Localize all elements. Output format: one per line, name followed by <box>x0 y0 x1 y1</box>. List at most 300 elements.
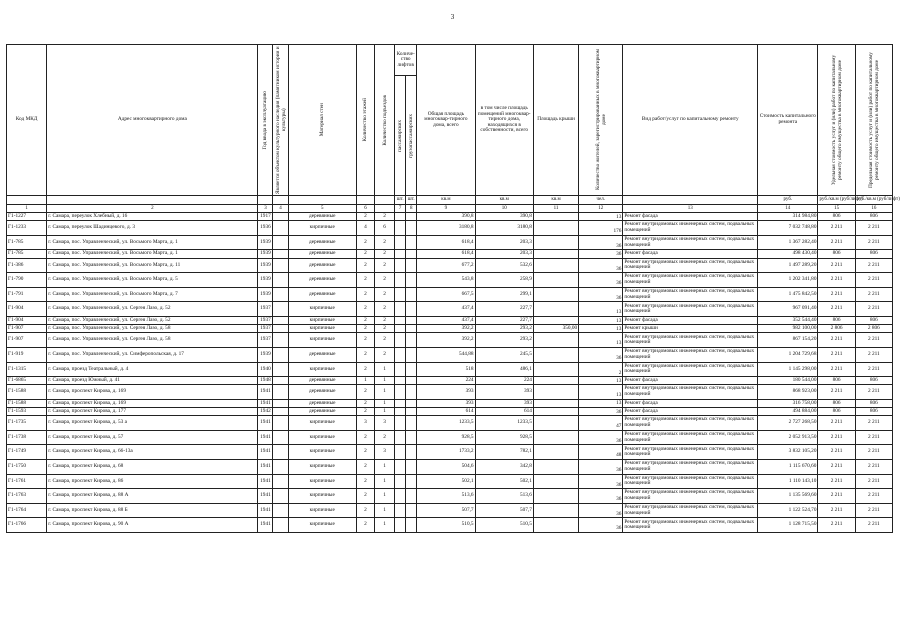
header-passenger: пассажирских <box>397 119 404 152</box>
cell-code: Г1-1593 <box>7 408 47 416</box>
cell-code: Г1-1763 <box>7 489 47 504</box>
table-row <box>7 489 893 504</box>
column-number-cell: 10 <box>475 205 533 213</box>
cell-roof-area <box>533 287 578 302</box>
cell-year: 1939 <box>258 258 273 273</box>
cell-address: г. Самара, проспект Кирова, д. 68 <box>47 460 258 475</box>
cell-passenger-elevators <box>395 325 406 333</box>
cell-heritage <box>273 235 288 250</box>
cell-heritage <box>273 445 288 460</box>
cell-freight-elevators <box>406 250 417 258</box>
cell-specific-cost: 2 211 <box>818 235 855 250</box>
cell-roof-area <box>533 474 578 489</box>
cell-specific-cost: 2 211 <box>818 273 855 288</box>
cell-freight-elevators <box>406 489 417 504</box>
cell-address: г. Самара, пос. Управленческий, ул. Сергея Лазо, д. 58 <box>47 325 258 333</box>
cell-address: г. Самара, пос. Управленческий, ул. Восьмого Марта, д. 1 <box>47 235 258 250</box>
cell-repair-cost: 498 430,40 <box>758 250 818 258</box>
cell-total-area: 618,4 <box>417 235 475 250</box>
cell-heritage <box>273 250 288 258</box>
cell-heritage <box>273 362 288 377</box>
cell-residents: 36 <box>579 250 623 258</box>
cell-max-cost: 806 <box>855 399 892 407</box>
cell-residents: 36 <box>579 430 623 445</box>
cell-freight-elevators <box>406 385 417 400</box>
column-number-cell: 12 <box>579 205 623 213</box>
cell-floors: 2 <box>356 273 374 288</box>
cell-roof-area <box>533 489 578 504</box>
cell-heritage <box>273 377 288 385</box>
cell-entrances: 3 <box>375 416 395 431</box>
cell-specific-cost: 806 <box>818 316 855 324</box>
cell-work-type: Ремонт внутридомовых инженерных систем, подвальных помещений <box>623 333 758 348</box>
column-number-cell: 8 <box>406 205 417 213</box>
cell-wall-material: кирпичные <box>288 445 356 460</box>
cell-total-area: 437,4 <box>417 302 475 317</box>
cell-freight-elevators <box>406 503 417 518</box>
cell-freight-elevators <box>406 316 417 324</box>
cell-roof-area <box>533 316 578 324</box>
cell-passenger-elevators <box>395 408 406 416</box>
cell-max-cost: 2 211 <box>855 385 892 400</box>
cell-year: 1941 <box>258 518 273 533</box>
cell-code: Г1-1588 <box>7 385 47 400</box>
cell-floors: 2 <box>356 430 374 445</box>
cell-address: г. Самара, пос. Управленческий, ул. Симферопольская, д. 17 <box>47 347 258 362</box>
cell-address: г. Самара, пос. Управленческий, ул. Сергея Лазо, д. 58 <box>47 333 258 348</box>
cell-specific-cost: 806 <box>818 250 855 258</box>
cell-repair-cost: 1 135 569,60 <box>758 489 818 504</box>
cell-heritage <box>273 273 288 288</box>
cell-code: Г1-785 <box>7 235 47 250</box>
cell-specific-cost: 2 211 <box>818 221 855 236</box>
cell-roof-area <box>533 221 578 236</box>
cell-residents: 13 <box>579 385 623 400</box>
cell-entrances: 3 <box>375 445 395 460</box>
cell-max-cost: 2 211 <box>855 287 892 302</box>
cell-roof-area <box>533 347 578 362</box>
cell-entrances: 2 <box>375 347 395 362</box>
cell-heritage <box>273 302 288 317</box>
cell-repair-cost: 180 544,00 <box>758 377 818 385</box>
cell-address: г. Самара, пос. Управленческий, ул. Восьмого Марта, д. 1 <box>47 250 258 258</box>
cell-roof-area <box>533 518 578 533</box>
cell-code: Г1-1766 <box>7 518 47 533</box>
cell-total-area: 392,2 <box>417 325 475 333</box>
cell-specific-cost: 2 211 <box>818 385 855 400</box>
cell-floors: 2 <box>356 408 374 416</box>
cell-freight-elevators <box>406 408 417 416</box>
cell-code: Г1-1315 <box>7 362 47 377</box>
cell-wall-material: кирпичные <box>288 430 356 445</box>
cell-freight-elevators <box>406 325 417 333</box>
cell-passenger-elevators <box>395 235 406 250</box>
cell-premises-area: 1233,5 <box>475 416 533 431</box>
cell-specific-cost: 2 211 <box>818 518 855 533</box>
cell-address: г. Самара, пос. Управленческий, ул. Восьмого Марта, д. 11 <box>47 258 258 273</box>
cell-repair-cost: 352 544,40 <box>758 316 818 324</box>
cell-roof-area <box>533 416 578 431</box>
column-numbers-row <box>7 205 893 213</box>
cell-specific-cost: 2 211 <box>818 333 855 348</box>
cell-year: 1941 <box>258 445 273 460</box>
table-row <box>7 408 893 416</box>
cell-repair-cost: 1 204 729,68 <box>758 347 818 362</box>
table-row <box>7 416 893 431</box>
unit-cell <box>356 196 374 205</box>
capital-repair-table <box>6 44 900 533</box>
cell-year: 1939 <box>258 235 273 250</box>
cell-total-area: 507,7 <box>417 503 475 518</box>
cell-address: г. Самара, проспект Кирова, д. 66-13а <box>47 445 258 460</box>
cell-wall-material: деревянные <box>288 213 356 221</box>
cell-repair-cost: 1 110 143,10 <box>758 474 818 489</box>
table-body <box>7 213 893 533</box>
cell-residents: 176 <box>579 221 623 236</box>
cell-heritage <box>273 287 288 302</box>
cell-year: 1939 <box>258 250 273 258</box>
cell-repair-cost: 314 984,80 <box>758 213 818 221</box>
cell-entrances: 1 <box>375 489 395 504</box>
table-row <box>7 445 893 460</box>
column-number-cell: 3 <box>258 205 273 213</box>
cell-passenger-elevators <box>395 221 406 236</box>
unit-cell: руб. <box>758 196 818 205</box>
column-number-cell: 5 <box>288 205 356 213</box>
cell-specific-cost: 2 211 <box>818 460 855 475</box>
cell-passenger-elevators <box>395 287 406 302</box>
cell-freight-elevators <box>406 474 417 489</box>
cell-passenger-elevators <box>395 362 406 377</box>
cell-heritage <box>273 316 288 324</box>
cell-roof-area <box>533 333 578 348</box>
cell-entrances: 1 <box>375 377 395 385</box>
cell-premises-area: 393 <box>475 399 533 407</box>
cell-wall-material: кирпичные <box>288 460 356 475</box>
cell-entrances: 2 <box>375 333 395 348</box>
table-row <box>7 474 893 489</box>
cell-year: 1936 <box>258 221 273 236</box>
table-row <box>7 347 893 362</box>
cell-premises-area: 342,8 <box>475 460 533 475</box>
cell-work-type: Ремонт внутридомовых инженерных систем, подвальных помещений <box>623 347 758 362</box>
cell-code: Г1-790 <box>7 273 47 288</box>
cell-year: 1937 <box>258 316 273 324</box>
header-wall-material: Материал стен <box>319 103 326 137</box>
cell-code: Г1-1738 <box>7 430 47 445</box>
cell-floors: 2 <box>356 250 374 258</box>
cell-roof-area <box>533 362 578 377</box>
table-row <box>7 399 893 407</box>
cell-floors: 2 <box>356 362 374 377</box>
cell-specific-cost: 806 <box>818 408 855 416</box>
cell-residents: 36 <box>579 518 623 533</box>
table-row <box>7 503 893 518</box>
unit-cell: кв.м <box>417 196 475 205</box>
cell-passenger-elevators <box>395 333 406 348</box>
header-year: Год ввода в эксплуатацию <box>262 90 269 150</box>
table-row <box>7 287 893 302</box>
column-number-cell: 11 <box>533 205 578 213</box>
cell-max-cost: 2 211 <box>855 273 892 288</box>
cell-residents: 36 <box>579 235 623 250</box>
cell-floors: 2 <box>356 445 374 460</box>
cell-heritage <box>273 399 288 407</box>
cell-residents: 48 <box>579 445 623 460</box>
cell-code: Г1-919 <box>7 347 47 362</box>
cell-code: Г1-386 <box>7 258 47 273</box>
cell-roof-area <box>533 503 578 518</box>
cell-repair-cost: 1 145 298,00 <box>758 362 818 377</box>
cell-residents: 36 <box>579 474 623 489</box>
cell-wall-material: деревянные <box>288 377 356 385</box>
cell-address: г. Самара, проспект Кирова, д. 88 А <box>47 489 258 504</box>
cell-specific-cost: 2 211 <box>818 474 855 489</box>
cell-total-area: 677,2 <box>417 258 475 273</box>
cell-entrances: 1 <box>375 408 395 416</box>
cell-residents: 36 <box>579 460 623 475</box>
cell-max-cost: 2 211 <box>855 235 892 250</box>
cell-total-area: 437,4 <box>417 316 475 324</box>
column-number-cell: 6 <box>356 205 374 213</box>
cell-floors: 2 <box>356 347 374 362</box>
cell-roof-area <box>533 408 578 416</box>
cell-address: г. Самара, проезд Театральный, д. 4 <box>47 362 258 377</box>
cell-passenger-elevators <box>395 460 406 475</box>
cell-passenger-elevators <box>395 489 406 504</box>
cell-specific-cost: 2 211 <box>818 503 855 518</box>
cell-year: 1939 <box>258 273 273 288</box>
cell-address: г. Самара, проспект Кирова, д. 90 А <box>47 518 258 533</box>
cell-premises-area: 502,1 <box>475 474 533 489</box>
table-row <box>7 316 893 324</box>
cell-passenger-elevators <box>395 474 406 489</box>
cell-repair-cost: 967 091,40 <box>758 302 818 317</box>
cell-roof-area: 350,00 <box>533 325 578 333</box>
header-freight: грузопассажирских <box>408 113 415 158</box>
cell-repair-cost: 1 115 670,60 <box>758 460 818 475</box>
cell-total-area: 3180,8 <box>417 221 475 236</box>
cell-freight-elevators <box>406 416 417 431</box>
table-row <box>7 258 893 273</box>
cell-premises-area: 782,1 <box>475 445 533 460</box>
cell-code: Г1-1735 <box>7 416 47 431</box>
cell-code: Г1-1761 <box>7 474 47 489</box>
cell-premises-area: 486,1 <box>475 362 533 377</box>
column-number-cell: 14 <box>758 205 818 213</box>
cell-year: 1941 <box>258 416 273 431</box>
table-row <box>7 385 893 400</box>
cell-floors: 2 <box>356 503 374 518</box>
cell-residents: 13 <box>579 325 623 333</box>
cell-floors: 2 <box>356 460 374 475</box>
cell-code: Г1-904 <box>7 316 47 324</box>
cell-heritage <box>273 347 288 362</box>
header-repair-cost: Стоимость капитального ремонта <box>758 45 818 196</box>
table-row <box>7 362 893 377</box>
cell-floors: 2 <box>356 518 374 533</box>
cell-year: 1937 <box>258 302 273 317</box>
cell-entrances: 1 <box>375 362 395 377</box>
unit-cell <box>288 196 356 205</box>
cell-code: Г1-1588 <box>7 399 47 407</box>
cell-floors: 3 <box>356 416 374 431</box>
cell-code: Г1-1227 <box>7 213 47 221</box>
page-number: 3 <box>450 13 455 21</box>
cell-heritage <box>273 385 288 400</box>
cell-repair-cost: 7 032 748,80 <box>758 221 818 236</box>
cell-freight-elevators <box>406 518 417 533</box>
cell-freight-elevators <box>406 302 417 317</box>
cell-wall-material: кирпичные <box>288 474 356 489</box>
cell-total-area: 667,5 <box>417 287 475 302</box>
cell-wall-material: деревянные <box>288 258 356 273</box>
cell-total-area: 928,5 <box>417 430 475 445</box>
table-row <box>7 302 893 317</box>
cell-code: Г1-1233 <box>7 221 47 236</box>
cell-floors: 2 <box>356 333 374 348</box>
cell-residents: 36 <box>579 489 623 504</box>
cell-total-area: 502,1 <box>417 474 475 489</box>
unit-cell <box>375 196 395 205</box>
cell-wall-material: деревянные <box>288 347 356 362</box>
cell-total-area: 513,6 <box>417 489 475 504</box>
cell-total-area: 518 <box>417 362 475 377</box>
cell-year: 1941 <box>258 489 273 504</box>
cell-total-area: 504,6 <box>417 460 475 475</box>
cell-freight-elevators <box>406 399 417 407</box>
cell-wall-material: кирпичные <box>288 416 356 431</box>
cell-repair-cost: 982 100,00 <box>758 325 818 333</box>
cell-total-area: 393 <box>417 385 475 400</box>
cell-wall-material: деревянные <box>288 273 356 288</box>
cell-total-area: 393 <box>417 399 475 407</box>
cell-specific-cost: 806 <box>818 399 855 407</box>
cell-passenger-elevators <box>395 213 406 221</box>
header-heritage: Является объектом культурного наследия (памятником истории и культуры) <box>274 46 287 194</box>
cell-entrances: 2 <box>375 302 395 317</box>
cell-freight-elevators <box>406 430 417 445</box>
cell-specific-cost: 2 211 <box>818 347 855 362</box>
unit-cell: шт. <box>406 196 417 205</box>
cell-max-cost: 2 211 <box>855 503 892 518</box>
cell-year: 1937 <box>258 325 273 333</box>
cell-max-cost: 2 211 <box>855 430 892 445</box>
unit-cell <box>623 196 758 205</box>
header-roof-area: Площадь крыши <box>533 45 578 196</box>
cell-roof-area <box>533 385 578 400</box>
cell-floors: 2 <box>356 258 374 273</box>
cell-passenger-elevators <box>395 430 406 445</box>
header-elevators: Количе-ство лифтов <box>395 45 417 76</box>
cell-freight-elevators <box>406 258 417 273</box>
cell-wall-material: деревянные <box>288 385 356 400</box>
cell-premises-area: 203,3 <box>475 235 533 250</box>
cell-floors: 2 <box>356 302 374 317</box>
cell-passenger-elevators <box>395 445 406 460</box>
cell-premises-area: 293,2 <box>475 333 533 348</box>
cell-premises-area: 258,9 <box>475 273 533 288</box>
cell-floors: 2 <box>356 316 374 324</box>
cell-premises-area: 227,7 <box>475 302 533 317</box>
cell-wall-material: деревянные <box>288 235 356 250</box>
cell-freight-elevators <box>406 273 417 288</box>
header-floors: Количество этажей <box>362 98 369 142</box>
cell-specific-cost: 2 211 <box>818 258 855 273</box>
column-number-cell: 9 <box>417 205 475 213</box>
cell-wall-material: кирпичные <box>288 518 356 533</box>
cell-code: Г1-785 <box>7 250 47 258</box>
cell-address: г. Самара, проспект Кирова, д. 169 <box>47 399 258 407</box>
cell-max-cost: 806 <box>855 316 892 324</box>
cell-entrances: 2 <box>375 235 395 250</box>
cell-max-cost: 2 211 <box>855 489 892 504</box>
cell-address: г. Самара, пос. Управленческий, ул. Сергея Лазо, д. 52 <box>47 316 258 324</box>
cell-premises-area: 510,5 <box>475 518 533 533</box>
cell-freight-elevators <box>406 287 417 302</box>
cell-residents: 13 <box>579 316 623 324</box>
cell-residents: 36 <box>579 503 623 518</box>
cell-address: г. Самара, пос. Управленческий, ул. Восьмого Марта, д. 5 <box>47 273 258 288</box>
cell-freight-elevators <box>406 377 417 385</box>
cell-address: г. Самара, переулок Шадинцевого, д. 3 <box>47 221 258 236</box>
cell-work-type: Ремонт фасада <box>623 408 758 416</box>
cell-premises-area: 513,6 <box>475 489 533 504</box>
cell-premises-area: 614 <box>475 408 533 416</box>
cell-premises-area: 299,1 <box>475 287 533 302</box>
cell-heritage <box>273 503 288 518</box>
cell-floors: 2 <box>356 235 374 250</box>
cell-entrances: 2 <box>375 273 395 288</box>
cell-entrances: 1 <box>375 460 395 475</box>
cell-address: г. Самара, проспект Кирова, д. 88 Б <box>47 503 258 518</box>
cell-roof-area <box>533 302 578 317</box>
cell-premises-area: 393 <box>475 385 533 400</box>
cell-passenger-elevators <box>395 273 406 288</box>
cell-work-type: Ремонт внутридомовых инженерных систем, подвальных помещений <box>623 518 758 533</box>
cell-freight-elevators <box>406 333 417 348</box>
header-specific-cost: Удельная стоимость услуг и (или) работ по капитальному ремонту общего имущества в многоквартирном доме <box>830 54 843 186</box>
cell-address: г. Самара, проспект Кирова, д. 169 <box>47 385 258 400</box>
header-total-area: Общая площадь многоквар-тирного дома, всего <box>417 45 475 196</box>
cell-year: 1941 <box>258 474 273 489</box>
cell-work-type: Ремонт фасада <box>623 250 758 258</box>
cell-passenger-elevators <box>395 416 406 431</box>
cell-work-type: Ремонт внутридомовых инженерных систем, подвальных помещений <box>623 362 758 377</box>
cell-max-cost: 2 211 <box>855 518 892 533</box>
cell-wall-material: кирпичные <box>288 316 356 324</box>
unit-cell <box>273 196 288 205</box>
cell-floors: 2 <box>356 325 374 333</box>
cell-total-area: 1733,2 <box>417 445 475 460</box>
cell-entrances: 1 <box>375 474 395 489</box>
cell-max-cost: 806 <box>855 213 892 221</box>
cell-entrances: 1 <box>375 399 395 407</box>
cell-year: 1941 <box>258 385 273 400</box>
table-row <box>7 273 893 288</box>
cell-total-area: 544,88 <box>417 347 475 362</box>
cell-address: г. Самара, пос. Управленческий, ул. Сергея Лазо, д. 52 <box>47 302 258 317</box>
cell-entrances: 1 <box>375 518 395 533</box>
cell-roof-area <box>533 399 578 407</box>
cell-residents: 13 <box>579 377 623 385</box>
unit-cell: руб./кв.м (руб/лифт) <box>818 196 855 205</box>
cell-code: Г1-1749 <box>7 445 47 460</box>
cell-heritage <box>273 333 288 348</box>
cell-wall-material: деревянные <box>288 408 356 416</box>
cell-heritage <box>273 474 288 489</box>
cell-roof-area <box>533 430 578 445</box>
